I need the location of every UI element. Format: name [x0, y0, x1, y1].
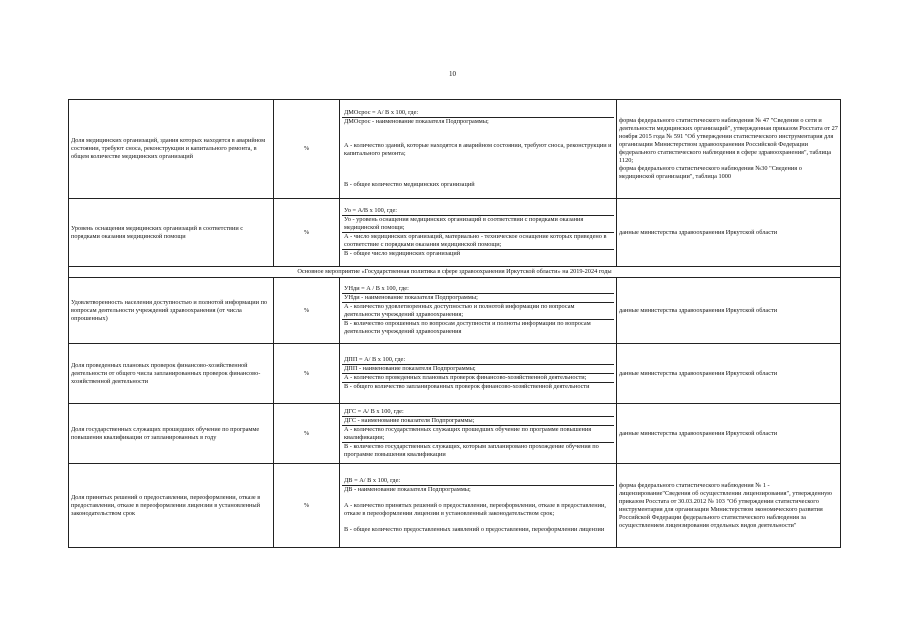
table-row — [69, 344, 841, 404]
section-row — [69, 267, 841, 278]
source-text-2: форма федерального статистического наблюдения №30 "Сведения о медицинской организации", таблица 1000 — [619, 165, 802, 180]
formula-b: В - количество опрошенных по вопросам доступности и полноты информации по вопросам деятельности учреждений здравоохранения — [344, 320, 591, 335]
formula-b: В - общее число медицинских организаций — [344, 250, 461, 257]
table-row — [69, 199, 841, 267]
formula-line: ДПП = А/ В х 100, где: — [342, 356, 614, 365]
formula-cell — [340, 100, 617, 199]
formula-a: А - количество принятых решений о предоставлении, переоформлении, отказе в предоставлении, отказе в переоформлении лицензии в установленный законодательством срок; — [344, 502, 606, 517]
unit-cell: % — [274, 464, 340, 548]
formula-a: А - количество проведенных плановых проверок финансово-хозяйственной деятельности; — [342, 374, 614, 383]
source-text: форма федерального статистического наблюдения № 47 "Сведения о сети и деятельности медицинских организаций", утвержденная приказом Росстата от 27 ноября 2015 года № 591 "Об утверждении статистического инструментария для организации Министерством здравоохранения Российской Федерации федерального статистического наблюдения в сфере здравоохранения", таблица 1120; — [619, 117, 838, 164]
formula-line: ДГС = А/ В х 100, где: — [342, 408, 614, 417]
page-number: 10 — [449, 70, 456, 78]
formula-name: УНди - наименование показателя Подпрограммы; — [342, 294, 614, 303]
section-title: Основное мероприятие «Государственная политика в сфере здравоохранения Иркутской области» на 2019-2024 годы — [69, 267, 841, 278]
formula-cell — [340, 404, 617, 464]
unit-cell: % — [274, 278, 340, 344]
unit-cell: % — [274, 404, 340, 464]
formula-a: А - число медицинских организаций, материально - техническое оснащение которых приведено в соответствие с порядками оказания медицинской помощи; — [342, 233, 614, 250]
formula-line: УНди = А / В х 100, где: — [342, 285, 614, 294]
formula-cell — [340, 344, 617, 404]
formula-a: А - количество удовлетворенных доступностью и полнотой информации по вопросам деятельности учреждений здравоохранения; — [342, 303, 614, 320]
indicator-cell: Доля принятых решений о предоставлении, переоформлении, отказе в предоставлении, отказе в переоформлении лицензии в установленный законодательством срок — [69, 464, 274, 548]
formula-b: В - общее количество предоставленных заявлений о предоставлении, переоформлении лицензии — [344, 526, 605, 533]
formula-name: Уо - уровень оснащения медицинских организаций в соответствии с порядками оказания медицинской помощи; — [342, 216, 614, 233]
unit-cell: % — [274, 199, 340, 267]
unit-cell: % — [274, 100, 340, 199]
source-cell: данные министерства здравоохранения Иркутской области — [617, 199, 841, 267]
table-row — [69, 464, 841, 548]
formula-b: В - общее количество медицинских организаций — [344, 181, 475, 188]
unit-cell: % — [274, 344, 340, 404]
formula-name: ДГС - наименование показателя Подпрограммы; — [342, 417, 614, 426]
indicator-cell: Доля государственных служащих прошедших обучение по программе повышения квалификации от запланированных в году — [69, 404, 274, 464]
formula-name: ДПП - наименование показателя Подпрограммы; — [342, 365, 614, 374]
indicator-table — [68, 99, 841, 548]
source-cell: данные министерства здравоохранения Иркутской области — [617, 344, 841, 404]
source-cell — [617, 100, 841, 199]
table-row — [69, 404, 841, 464]
formula-cell — [340, 464, 617, 548]
table-row — [69, 278, 841, 344]
formula-cell — [340, 199, 617, 267]
table-row — [69, 100, 841, 199]
source-cell: данные министерства здравоохранения Иркутской области — [617, 278, 841, 344]
formula-name: ДМОсрос - наименование показателя Подпрограммы; — [344, 118, 489, 125]
indicator-cell: Уровень оснащения медицинских организаций в соответствии с порядками оказания медицинской помощи — [69, 199, 274, 267]
formula-line: Уо = А/В х 100, где: — [342, 207, 614, 216]
indicator-cell: Удовлетворенность населения доступностью и полнотой информации по вопросам деятельности учреждений здравоохранения (от числа опрошенных) — [69, 278, 274, 344]
indicator-cell: Доля проведенных плановых проверок финансово-хозяйственной деятельности от общего числа запланированных проверок финансово-хозяйственной деятельности — [69, 344, 274, 404]
formula-line: ДВ = А/ В х 100, где: — [342, 477, 614, 486]
indicator-cell: Доля медицинских организаций, здания которых находятся в аварийном состоянии, требуют сноса, реконструкции и капитального ремонта, в общем количестве медицинских организаций — [69, 100, 274, 199]
formula-b: В - общего количество запланированных проверок финансово-хозяйственной деятельности — [344, 383, 590, 390]
formula-a: А - количество государственных служащих прошедших обучение по программе повышения квалификации; — [342, 426, 614, 443]
formula-b: В - количество государственных служащих, которым запланировано прохождение обучения по программе повышения квалификации — [344, 443, 599, 458]
formula-cell — [340, 278, 617, 344]
formula-a: А - количество зданий, которые находятся в аварийном состоянии, требуют сноса, реконструкции и капитального ремонта; — [344, 142, 612, 157]
formula-name: ДВ - наименование показателя Подпрограммы; — [344, 486, 471, 493]
source-cell: форма федерального статистического наблюдения № 1 - лицензирование"Сведения об осуществлении лицензирования", утвержденную приказом Росстата от 30.03.2012 № 103 "Об утверждении статистического инструментария для организации Министерством экономического развития Российской Федерации федерального статистического наблюдения за осуществлением лицензирования отдельных видов деятельности" — [617, 464, 841, 548]
formula-line: ДМОсрос = А/ В х 100, где: — [342, 109, 614, 118]
source-cell: данные министерства здравоохранения Иркутской области — [617, 404, 841, 464]
